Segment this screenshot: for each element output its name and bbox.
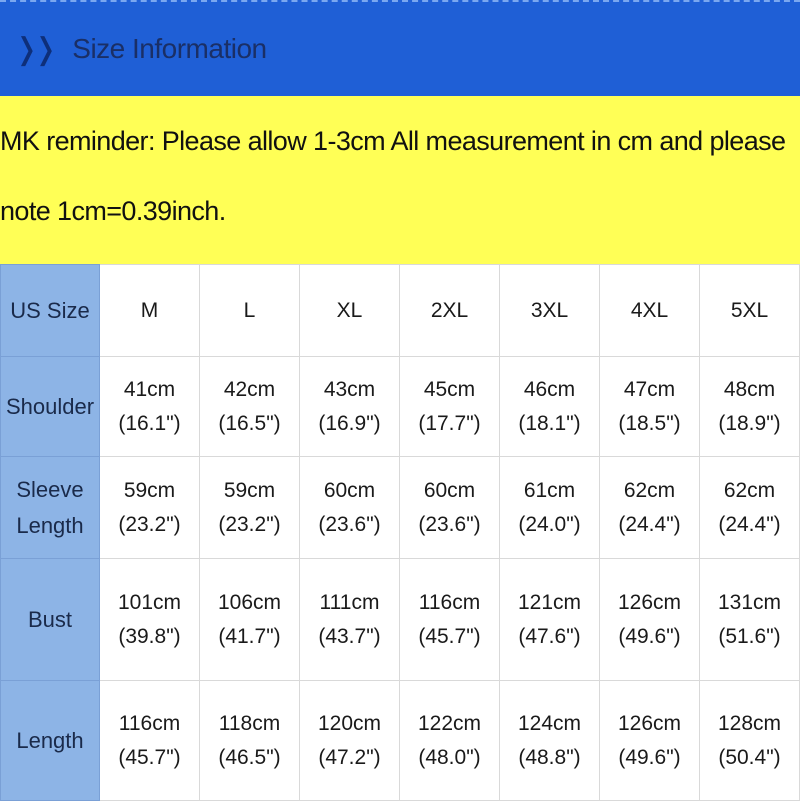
double-chevron-right-icon: ❭❭: [14, 31, 53, 67]
cm-value: 46cm: [523, 377, 576, 401]
measurement-cell: [500, 457, 600, 559]
cm-value: 111cm: [319, 590, 380, 614]
measurement-cell: [500, 559, 600, 681]
size-column-header: 4XL: [600, 265, 700, 357]
measurement-cell: [700, 357, 800, 457]
inch-value: (49.6"): [618, 745, 681, 769]
inch-value: (43.7"): [318, 624, 381, 648]
measurement-cell: [100, 681, 200, 801]
row-label-sleeve-length: Sleeve Length: [1, 457, 100, 559]
size-table: [0, 264, 800, 801]
cm-value: 131cm: [717, 590, 782, 614]
cm-value: 62cm: [723, 478, 776, 502]
inch-value: (23.6"): [318, 512, 381, 536]
cm-value: 120cm: [317, 711, 382, 735]
cm-value: 47cm: [623, 377, 676, 401]
cm-value: 59cm: [123, 478, 176, 502]
inch-value: (48.8"): [518, 745, 581, 769]
measurement-cell: [100, 357, 200, 457]
cm-value: 43cm: [323, 377, 376, 401]
row-label-length: Length: [1, 681, 100, 801]
cm-value: 128cm: [717, 711, 782, 735]
inch-value: (24.4"): [718, 512, 781, 536]
cm-value: 126cm: [617, 590, 682, 614]
cm-value: 116cm: [118, 711, 181, 735]
measurement-cell: [300, 559, 400, 681]
size-column-header: 3XL: [500, 265, 600, 357]
cm-value: 60cm: [323, 478, 376, 502]
measurement-cell: [100, 457, 200, 559]
size-header-row: [1, 265, 800, 357]
cm-value: 118cm: [218, 711, 281, 735]
reminder-line-1: MK reminder: Please allow 1-3cm All measurement in cm and please: [0, 126, 786, 156]
cm-value: 59cm: [223, 478, 276, 502]
measurement-cell: [400, 559, 500, 681]
table-row: [1, 681, 800, 801]
measurement-cell: [500, 357, 600, 457]
measurement-cell: [200, 357, 300, 457]
measurement-cell: [100, 559, 200, 681]
inch-value: (45.7"): [118, 745, 181, 769]
cm-value: 101cm: [117, 590, 182, 614]
us-size-label: US Size: [1, 265, 100, 357]
inch-value: (46.5"): [218, 745, 281, 769]
inch-value: (18.5"): [618, 411, 681, 435]
measurement-cell: [400, 457, 500, 559]
inch-value: (47.2"): [318, 745, 381, 769]
inch-value: (48.0"): [418, 745, 481, 769]
cm-value: 41cm: [123, 377, 176, 401]
inch-value: (18.1"): [518, 411, 581, 435]
measurement-cell: [300, 357, 400, 457]
cm-value: 45cm: [423, 377, 476, 401]
inch-value: (50.4"): [718, 745, 781, 769]
size-column-header: XL: [300, 265, 400, 357]
measurement-cell: [600, 357, 700, 457]
inch-value: (49.6"): [618, 624, 681, 648]
measurement-cell: [400, 681, 500, 801]
section-title: Size Information: [72, 33, 267, 64]
cm-value: 122cm: [417, 711, 482, 735]
cm-value: 62cm: [623, 478, 676, 502]
inch-value: (24.4"): [618, 512, 681, 536]
size-column-header: L: [200, 265, 300, 357]
cm-value: 61cm: [523, 478, 576, 502]
inch-value: (17.7"): [418, 411, 481, 435]
measurement-cell: [600, 457, 700, 559]
measurement-cell: [700, 457, 800, 559]
measurement-cell: [700, 559, 800, 681]
inch-value: (16.1"): [118, 411, 181, 435]
measurement-cell: [200, 457, 300, 559]
inch-value: (23.2"): [218, 512, 281, 536]
inch-value: (51.6"): [718, 624, 781, 648]
inch-value: (16.9"): [318, 411, 381, 435]
inch-value: (39.8"): [118, 624, 181, 648]
inch-value: (41.7"): [218, 624, 281, 648]
inch-value: (45.7"): [418, 624, 481, 648]
measurement-cell: [600, 559, 700, 681]
inch-value: (23.6"): [418, 512, 481, 536]
inch-value: (18.9"): [718, 411, 781, 435]
row-label-shoulder: Shoulder: [1, 357, 100, 457]
inch-value: (47.6"): [518, 624, 581, 648]
cm-value: 116cm: [418, 590, 481, 614]
table-row: [1, 559, 800, 681]
measurement-cell: [200, 559, 300, 681]
measurement-cell: [200, 681, 300, 801]
measurement-cell: [700, 681, 800, 801]
size-column-header: 2XL: [400, 265, 500, 357]
cm-value: 121cm: [517, 590, 582, 614]
cm-value: 42cm: [223, 377, 276, 401]
reminder-line-2: note 1cm=0.39inch.: [0, 196, 226, 226]
measurement-cell: [600, 681, 700, 801]
measurement-cell: [500, 681, 600, 801]
inch-value: (24.0"): [518, 512, 581, 536]
table-row: [1, 357, 800, 457]
cm-value: 48cm: [723, 377, 776, 401]
measurement-cell: [400, 357, 500, 457]
cm-value: 106cm: [217, 590, 282, 614]
cm-value: 60cm: [423, 478, 476, 502]
measurement-cell: [300, 681, 400, 801]
table-row: [1, 457, 800, 559]
row-label-bust: Bust: [1, 559, 100, 681]
measurement-cell: [300, 457, 400, 559]
size-column-header: M: [100, 265, 200, 357]
size-column-header: 5XL: [700, 265, 800, 357]
inch-value: (23.2"): [118, 512, 181, 536]
size-information-header: [0, 0, 800, 96]
inch-value: (16.5"): [218, 411, 281, 435]
cm-value: 124cm: [517, 711, 582, 735]
cm-value: 126cm: [617, 711, 682, 735]
reminder-notice: [0, 96, 800, 264]
